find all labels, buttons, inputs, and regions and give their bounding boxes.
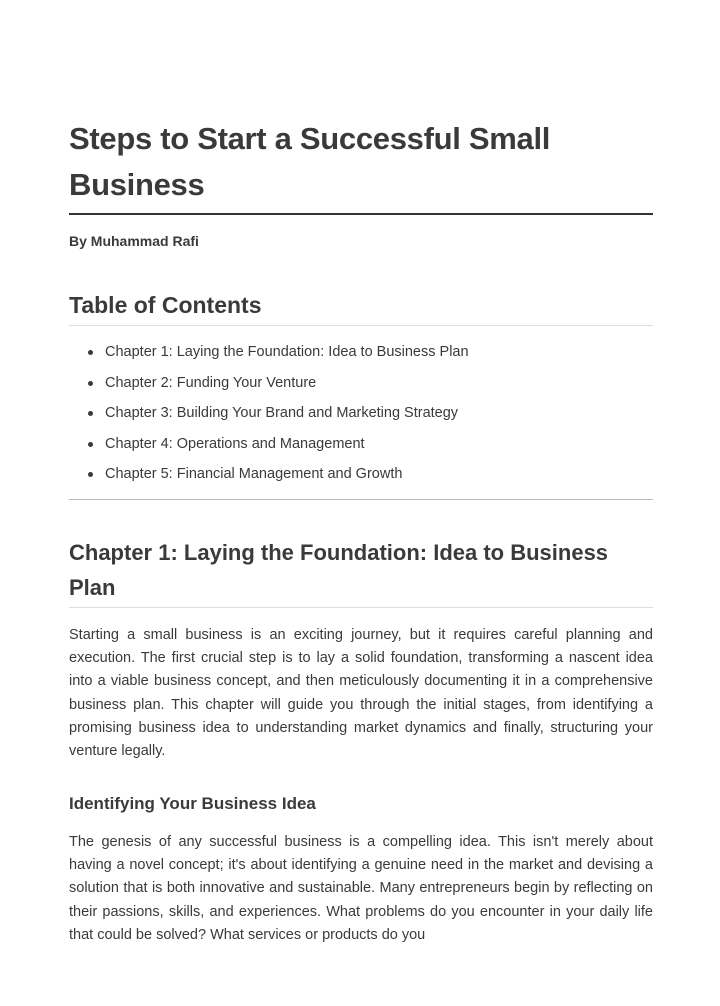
chapter-intro-paragraph: Starting a small business is an exciting journey, but it requires careful planning and execution. The first crucial step is to lay a solid foundation, transforming a nascent idea into a viable business concept, and then meticulously documenting it in a comprehensive business plan. This chapter will guide you through the initial stages, from identifying a promising business idea to understanding market dynamics and finally, structuring your venture legally. [69, 627, 653, 760]
section-heading: Identifying Your Business Idea [69, 794, 316, 813]
section-paragraph: The genesis of any successful business is a compelling idea. This isn't merely about having a novel concept; it's about identifying a genuine need in the market and devising a solution that is both innovative and sustainable. Many entrepreneurs begin by reflecting on their passions, skills, and experiences. What problems do you encounter in your daily life that could be solved? What services or products do you [69, 834, 653, 943]
toc-item-label: Chapter 5: Financial Management and Growth [105, 466, 403, 483]
toc-item-label: Chapter 2: Funding Your Venture [105, 374, 317, 391]
author-byline: By Muhammad Rafi [69, 233, 199, 249]
title-divider [69, 213, 653, 215]
toc-item[interactable] [69, 432, 469, 463]
bullet-icon [88, 350, 93, 355]
toc-item[interactable] [69, 401, 469, 432]
bullet-icon [88, 442, 93, 447]
toc-item-label: Chapter 3: Building Your Brand and Marketing Strategy [105, 405, 459, 422]
toc-bottom-divider [69, 499, 653, 500]
toc-heading: Table of Contents [69, 292, 262, 318]
chapter-heading: Chapter 1: Laying the Foundation: Idea to Business Plan [69, 540, 609, 600]
toc-item[interactable] [69, 340, 469, 371]
chapter-heading-divider [69, 607, 653, 608]
toc-item-label: Chapter 1: Laying the Foundation: Idea to Business Plan [105, 344, 469, 360]
toc-item[interactable] [69, 371, 469, 402]
bullet-icon [88, 411, 93, 416]
toc-list [69, 340, 469, 493]
toc-item[interactable] [69, 462, 469, 493]
bullet-icon [88, 381, 93, 386]
toc-item-label: Chapter 4: Operations and Management [105, 435, 365, 452]
document-title: Steps to Start a Successful Small Business [69, 121, 551, 202]
toc-heading-divider [69, 325, 653, 326]
bullet-icon [88, 472, 93, 477]
